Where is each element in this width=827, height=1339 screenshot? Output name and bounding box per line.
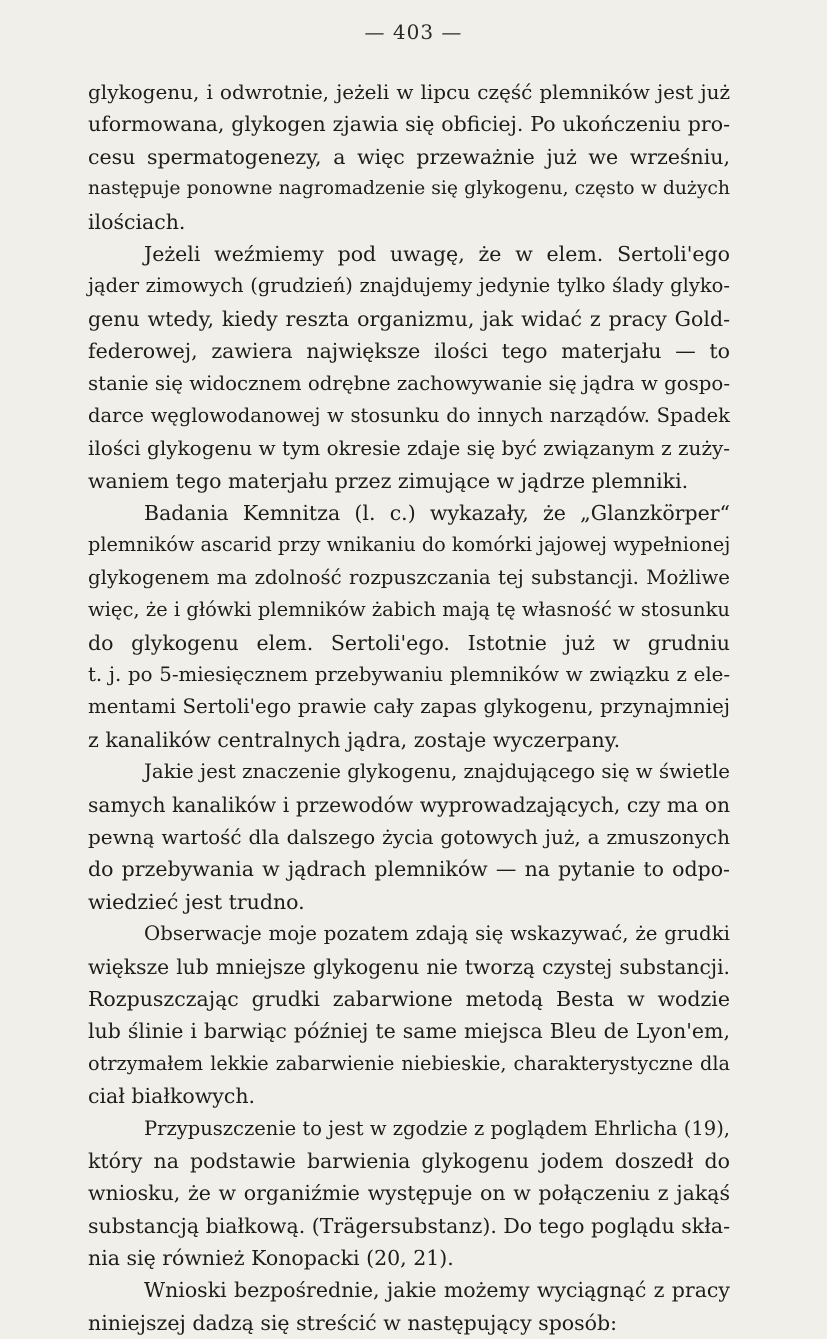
text-line: Jakie jest znaczenie glykogenu, znajdującego się w świetle — [144, 760, 730, 784]
text-line: plemników ascarid przy wnikaniu do komórki jajowej wypełnionej — [88, 533, 731, 557]
text-line: samych kanalików i przewodów wyprowadzających, czy ma on — [88, 792, 730, 817]
page-number: — 403 — — [364, 20, 463, 44]
text-line: Przypuszczenie to jest w zgodzie z poglądem Ehrlicha (19), — [144, 1116, 730, 1140]
text-line: lub ślinie i barwiąc później te same miejsca Bleu de Lyon'em, — [88, 1019, 730, 1044]
text-line: federowej, zawiera największe ilości tego materjału — to — [88, 339, 730, 364]
text-line: glykogenu, i odwrotnie, jeżeli w lipcu część plemników jest już — [88, 80, 730, 104]
text-line: t. j. po 5-miesięcznem przebywaniu plemników w związku z ele- — [88, 663, 730, 687]
body-text — [88, 76, 730, 1339]
text-line: wniosku, że w organiźmie występuje on w połączeniu z jakąś — [88, 1181, 730, 1206]
text-line: glykogenem ma zdolność rozpuszczania tej substancji. Możliwe — [88, 565, 730, 589]
text-line: Badania Kemnitza (l. c.) wykazały, że „Glanzkörper“ — [144, 501, 730, 526]
text-line: który na podstawie barwienia glykogenu jodem doszedł do — [88, 1148, 730, 1173]
text-line: ilościach. — [88, 209, 186, 234]
text-line: do przebywania w jądrach plemników — na pytanie to odpo- — [88, 857, 730, 882]
text-line: z kanalików centralnych jądra, zostaje wyczerpany. — [88, 727, 621, 752]
text-line: substancją białkową. (Trägersubstanz). Do tego poglądu skła- — [88, 1213, 730, 1238]
text-line: Obserwacje moje pozatem zdają się wskazywać, że grudki — [144, 922, 730, 946]
text-line: mentami Sertoli'ego prawie cały zapas glykogenu, przynajmniej — [88, 695, 730, 719]
text-line: wiedzieć jest trudno. — [88, 889, 305, 914]
text-line: cesu spermatogenezy, a więc przeważnie już we wrześniu, — [88, 144, 730, 169]
text-line: następuje ponowne nagromadzenie się glykogenu, często w dużych — [88, 178, 730, 200]
text-line: więc, że i główki plemników żabich mają tę własność w stosunku — [88, 598, 730, 622]
text-line: uformowana, glykogen zjawia się obficiej. Po ukończeniu pro- — [88, 112, 730, 137]
text-line: waniem tego materjału przez zimujące w jądrze plemniki. — [88, 468, 689, 493]
text-line: otrzymałem lekkie zabarwienie niebieskie, charakterystyczne dla — [88, 1051, 730, 1075]
text-line: stanie się widocznem odrębne zachowywanie się jądra w gospo- — [88, 371, 731, 395]
text-line: ciał białkowych. — [88, 1084, 256, 1109]
text-line: genu wtedy, kiedy reszta organizmu, jak widać z pracy Gold- — [88, 306, 730, 331]
text-line: ilości glykogenu w tym okresie zdaje się być związanym z zuży- — [88, 436, 731, 461]
text-line: darce węglowodanowej w stosunku do innych narządów. Spadek — [88, 403, 730, 427]
text-line: do glykogenu elem. Sertoli'ego. Istotnie już w grudniu — [88, 630, 730, 655]
text-line: większe lub mniejsze glykogenu nie tworzą czystej substancji. — [88, 954, 730, 979]
text-line: nia się również Konopacki (20, 21). — [88, 1246, 454, 1271]
text-line: niniejszej dadzą się streścić w następujący sposób: — [88, 1310, 618, 1335]
text-line: jąder zimowych (grudzień) znajdujemy jedynie tylko ślady glyko- — [88, 274, 730, 298]
text-line: Jeżeli weźmiemy pod uwagę, że w elem. Sertoli'ego — [144, 241, 730, 266]
text-line: pewną wartość dla dalszego życia gotowych już, a zmuszonych — [88, 824, 730, 849]
text-line: Rozpuszczając grudki zabarwione metodą Besta w wodzie — [88, 986, 730, 1011]
text-line: Wnioski bezpośrednie, jakie możemy wyciągnąć z pracy — [144, 1278, 730, 1303]
